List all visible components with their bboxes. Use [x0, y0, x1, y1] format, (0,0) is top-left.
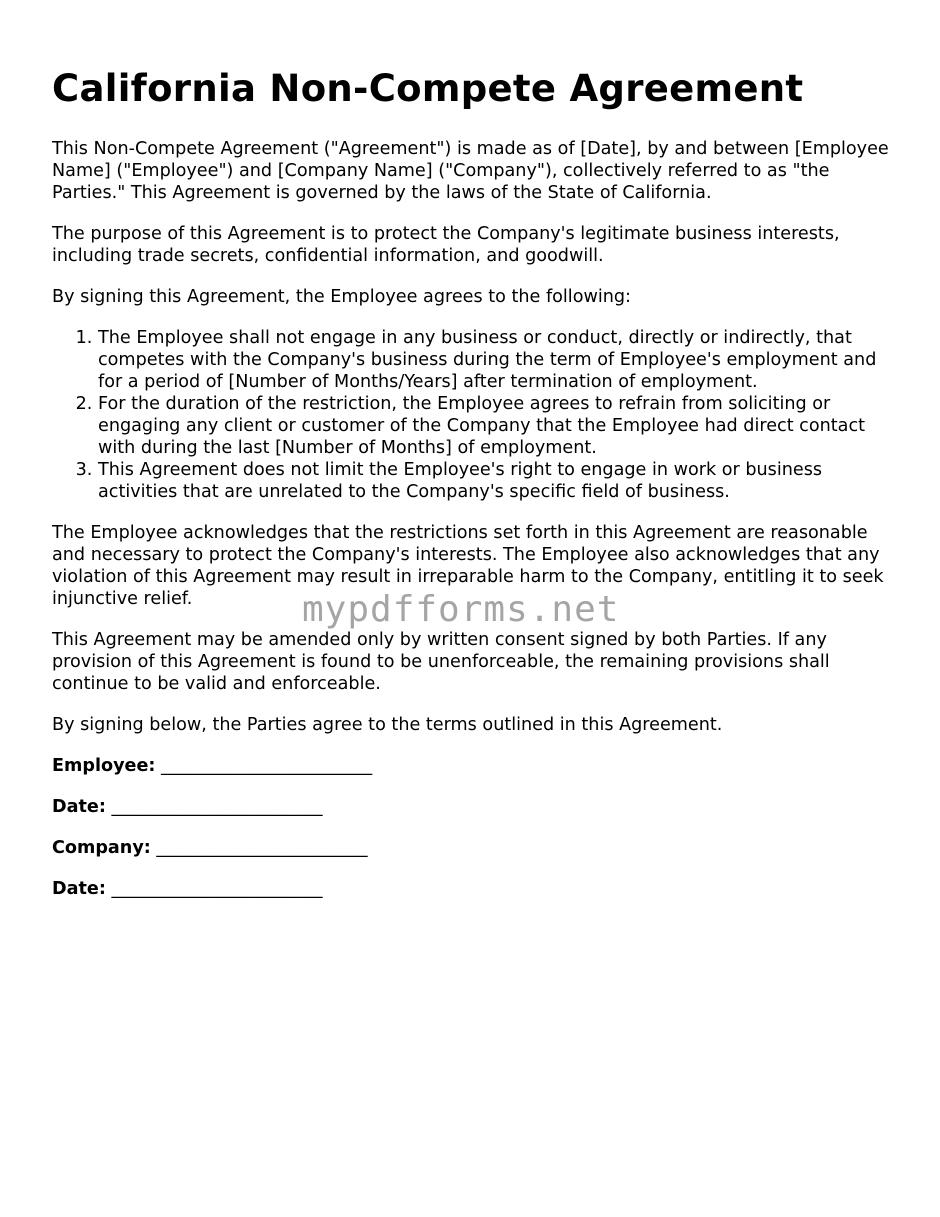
intro-paragraph: This Non-Compete Agreement ("Agreement") is made as of [Date], by and between [Employee Name] ("Employee") and [Company Name] ("Company"), collectively referred to as "the Parties." This Agreement is governed by the laws of the State of California.: [52, 139, 889, 203]
terms-list: [52, 327, 892, 503]
company-date-field[interactable]: ________________________: [111, 879, 323, 899]
company-signature-label: Company:: [52, 838, 151, 858]
employee-date-field[interactable]: ________________________: [111, 797, 323, 817]
employee-signature-line: [52, 755, 892, 777]
company-signature-line: [52, 837, 892, 859]
company-date-label: Date:: [52, 879, 106, 899]
employee-date-label: Date:: [52, 797, 106, 817]
closing-paragraph: By signing below, the Parties agree to the terms outlined in this Agreement.: [52, 715, 723, 735]
agrees-lead-paragraph: By signing this Agreement, the Employee agrees to the following:: [52, 287, 631, 307]
watermark: mypdfforms.net: [302, 589, 620, 630]
company-signature-field[interactable]: ________________________: [156, 838, 368, 858]
acknowledgment-paragraph: The Employee acknowledges that the restrictions set forth in this Agreement are reasonable and necessary to protect the Company's interests. The Employee also acknowledges that any violation of this Agreement may result in irreparable harm to the Company, entitling it to seek injunctive relief.: [52, 523, 884, 609]
purpose-paragraph: The purpose of this Agreement is to protect the Company's legitimate business interests, including trade secrets, confidential information, and goodwill.: [52, 224, 840, 266]
document-page: [52, 66, 892, 919]
term-item: 2. For the duration of the restriction, the Employee agrees to refrain from soliciting or engaging any client or customer of the Company that the Employee had direct contact with during the last [Number of Months] of employment.: [98, 393, 892, 459]
company-date-line: [52, 878, 892, 900]
employee-date-line: [52, 796, 892, 818]
term-item: 3. This Agreement does not limit the Employee's right to engage in work or business activities that are unrelated to the Company's specific field of business.: [98, 459, 892, 503]
document-title: California Non-Compete Agreement: [52, 67, 804, 110]
amendment-paragraph: This Agreement may be amended only by written consent signed by both Parties. If any provision of this Agreement is found to be unenforceable, the remaining provisions shall continue to be valid and enforceable.: [52, 630, 830, 694]
employee-signature-field[interactable]: ________________________: [161, 756, 373, 776]
term-item: 1. The Employee shall not engage in any business or conduct, directly or indirectly, that competes with the Company's business during the term of Employee's employment and for a period of [Number of Months/Years] after termination of employment.: [98, 327, 892, 393]
employee-signature-label: Employee:: [52, 756, 156, 776]
